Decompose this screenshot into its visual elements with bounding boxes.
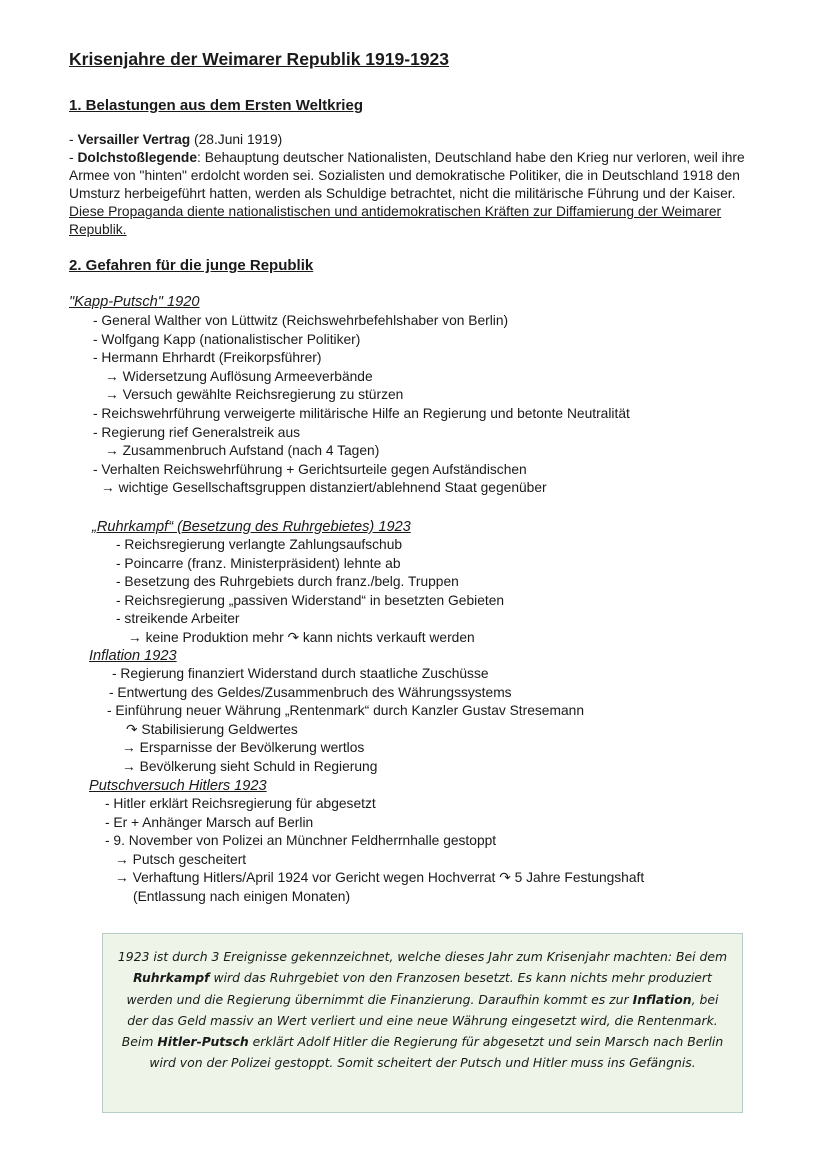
list-item: → Zusammenbruch Aufstand (nach 4 Tagen)	[105, 443, 380, 459]
list-item: - streikende Arbeiter	[116, 611, 240, 627]
list-item: → Putsch gescheitert	[115, 851, 247, 867]
list-item: → Versuch gewählte Reichsregierung zu stürzen	[105, 387, 404, 403]
list-item: - Wolfgang Kapp (nationalistischer Politiker)	[93, 331, 361, 347]
list-item: - Reichsregierung „passiven Widerstand“ in besetzten Gebieten	[116, 592, 505, 608]
list-item: - Reichsregierung verlangte Zahlungsaufschub	[116, 537, 403, 552]
list-item: - Hermann Ehrhardt (Freikorpsführer)	[93, 350, 322, 366]
kapp-putsch-section	[69, 293, 630, 498]
summary-text-1: 1923 ist durch 3 Ereignisse gekennzeichnet, welche dieses Jahr zum Krisenjahr machten: Bei dem	[117, 949, 728, 964]
versailles-label: Versailler Vertrag	[77, 132, 191, 147]
list-item: - General Walther von Lüttwitz (Reichswehrbefehlshaber von Berlin)	[93, 313, 509, 328]
section-heading-belastungen: 1. Belastungen aus dem Ersten Weltkrieg	[69, 97, 363, 114]
document-title: Krisenjahre der Weimarer Republik 1919-1923	[69, 49, 450, 69]
versailles-date: (28.Juni 1919)	[190, 132, 283, 147]
versailles-line: - Versailler Vertrag (28.Juni 1919)	[69, 132, 283, 147]
list-item: - Entwertung des Geldes/Zusammenbruch des Währungssystems	[109, 684, 512, 700]
list-item: → Verhaftung Hitlers/April 1924 vor Gericht wegen Hochverrat ↷ 5 Jahre Festungshaft	[115, 870, 645, 886]
list-item: → wichtige Gesellschaftsgruppen distanziert/ablehnend Staat gegenüber	[101, 480, 547, 496]
hitler-putsch-title: Putschversuch Hitlers 1923	[89, 778, 267, 794]
summary-box	[102, 933, 743, 1113]
list-item: - Hitler erklärt Reichsregierung für abgesetzt	[105, 796, 376, 811]
list-item: - Regierung finanziert Widerstand durch staatliche Zuschüsse	[112, 666, 489, 681]
list-item: → keine Produktion mehr ↷ kann nichts verkauft werden	[128, 629, 475, 645]
hitler-putsch-list	[89, 795, 645, 907]
inflation-list	[89, 665, 584, 777]
list-item: (Entlassung nach einigen Monaten)	[133, 888, 351, 904]
list-item: → Ersparnisse der Bevölkerung wertlos	[122, 740, 365, 756]
summary-text-4: erklärt Adolf Hitler die Regierung für abgesetzt und sein Marsch nach Berlin wird von der Polizei gestoppt. Somit scheitert der Putsch und Hitler muss ins Gefängnis.	[149, 1034, 724, 1071]
list-item: - Poincarre (franz. Ministerpräsident) lehnte ab	[116, 555, 401, 571]
summary-bold-hitler-putsch: Hitler-Putsch	[157, 1034, 249, 1050]
dolchstoss-paragraph: - Dolchstoßlegende: Behauptung deutscher Nationalisten, Deutschland habe den Krieg nur verloren, weil ihre Armee von "hinten" erdolcht worden sei. Sozialisten und demokratische Politiker, die in Deutschland 1918 den Umsturz herbeigeführt hatten, werden als Schuldige betrachtet, nicht die militärische Führung und der Kaiser. Diese Propaganda diente nationalistischen und antidemokratischen Kräften zur Diffamierung der Weimarer Republik.	[69, 150, 745, 237]
section-heading-gefahren: 2. Gefahren für die junge Republik	[69, 257, 314, 274]
list-item: → Widersetzung Auflösung Armeeverbände	[105, 368, 373, 384]
inflation-title: Inflation 1923	[89, 648, 177, 664]
section-belastungen-body	[69, 131, 769, 239]
dolchstoss-underlined: Diese Propaganda diente nationalistischen und antidemokratischen Kräften zur Diffamierung der Weimarer Republik.	[69, 204, 722, 237]
ruhrkampf-list	[92, 536, 505, 648]
hitler-putsch-section	[89, 777, 645, 907]
summary-bold-inflation: Inflation	[632, 991, 692, 1007]
list-item: - Reichswehrführung verweigerte militärische Hilfe an Regierung und betonte Neutralität	[93, 405, 630, 421]
list-item: - Regierung rief Generalstreik aus	[93, 424, 301, 440]
ruhrkampf-section	[92, 518, 505, 648]
list-item: - Verhalten Reichswehrführung + Gerichtsurteile gegen Aufständischen	[93, 461, 527, 477]
dolchstoss-label: Dolchstoßlegende	[77, 150, 198, 165]
kapp-putsch-list	[69, 312, 630, 498]
list-item: ↷ Stabilisierung Geldwertes	[126, 721, 298, 737]
inflation-section	[89, 647, 584, 777]
ruhrkampf-title: „Ruhrkampf“ (Besetzung des Ruhrgebietes) 1923	[92, 519, 411, 535]
list-item: - Einführung neuer Währung „Rentenmark“ durch Kanzler Gustav Stresemann	[107, 703, 584, 719]
summary-text-3: , bei der das Geld massiv an Wert verliert und eine neue Währung eingesetzt wird, die Rentenmark. Beim	[121, 991, 719, 1050]
list-item: - Er + Anhänger Marsch auf Berlin	[105, 814, 314, 830]
list-item: → Bevölkerung sieht Schuld in Regierung	[122, 758, 378, 774]
summary-bold-ruhrkampf: Ruhrkampf	[133, 970, 210, 986]
kapp-putsch-title: "Kapp-Putsch" 1920	[69, 294, 200, 310]
list-item: - 9. November von Polizei an Münchner Feldherrnhalle gestoppt	[105, 833, 497, 849]
list-item: - Besetzung des Ruhrgebiets durch franz./belg. Truppen	[116, 574, 459, 590]
summary-text-2: wird das Ruhrgebiet von den Franzosen besetzt. Es kann nichts mehr produziert werden und die Regierung übernimmt die Finanzierung. Daraufhin kommt es zur	[126, 970, 712, 1007]
dolchstoss-text: : Behauptung deutscher Nationalisten, Deutschland habe den Krieg nur verloren, weil ihre Armee von "hinten" erdolcht worden sei. Sozialisten und demokratische Politiker, die in Deutschland 1918 den Umsturz herbeigeführt hatten, werden als Schuldige betrachtet, nicht die militärische Führung und der Kaiser.	[69, 150, 745, 201]
